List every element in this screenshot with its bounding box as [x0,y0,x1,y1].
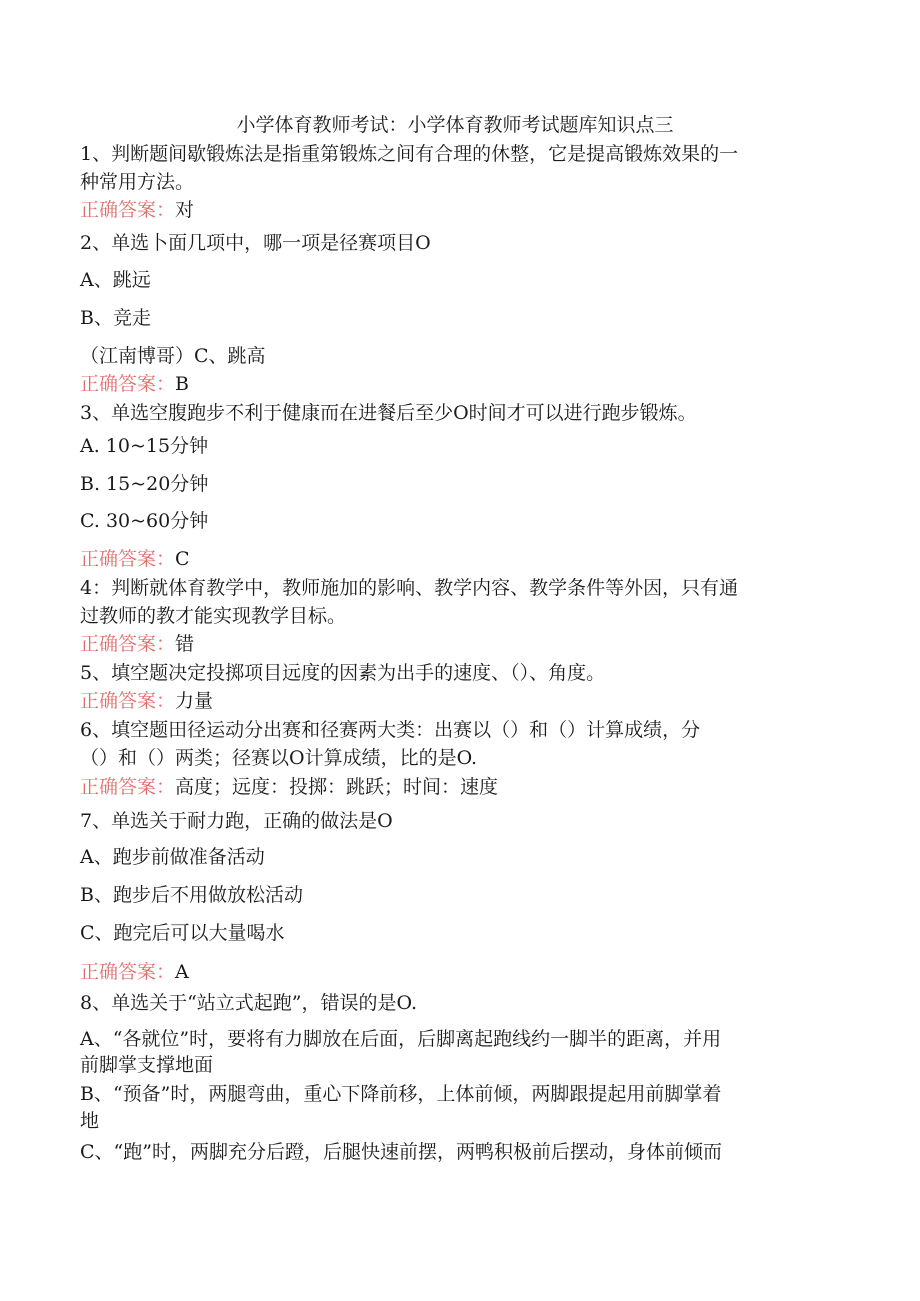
answer-value: 高度；远度：投掷：跳跃；时间：速度 [175,776,499,798]
question-4-line-2: 过教师的教才能实现教学目标。 [80,605,347,627]
question-1-answer [80,197,830,223]
question-6-line-2: （）和（）两类；径赛以O计算成绩，比的是O. [80,747,478,769]
question-6-answer [80,774,830,800]
question-7-option-c: C、跑完后可以大量喝水 [80,922,285,944]
question-1-line-2: 种常用方法。 [80,171,195,193]
answer-label: 正确答案： [80,776,176,798]
question-8-option-a-line-2: 前脚掌支撑地面 [80,1054,214,1076]
question-8-option-a-line-1: A、“各就位”时，要将有力脚放在后面，后脚离起跑线约一脚半的距离，并用 [80,1028,722,1050]
answer-label: 正确答案： [80,961,176,983]
answer-value: A [175,961,189,983]
question-2-option-a: A、跳远 [80,269,151,291]
answer-value: 力量 [175,690,214,712]
question-3-answer [80,546,830,572]
question-7-option-a: A、跑步前做准备活动 [80,846,265,868]
answer-value: 错 [175,633,195,655]
page-title: 小学体育教师考试：小学体育教师考试题库知识点三 [236,114,674,136]
question-5-answer [80,688,830,714]
question-3-option-a: A. 10~15分钟 [80,435,209,457]
question-8-option-b-line-2: 地 [80,1110,100,1132]
answer-label: 正确答案： [80,690,176,712]
question-4-line-1: 4：判断就体育教学中，教师施加的影响、教学内容、教学条件等外因，只有通 [80,577,739,599]
question-2-option-c: （江南博哥）C、跳高 [80,345,266,367]
question-7-answer [80,959,830,985]
answer-label: 正确答案： [80,548,176,570]
answer-label: 正确答案： [80,373,176,395]
question-2-line-1: 2、单选卜面几项中，哪一项是径赛项目O [80,232,431,254]
question-3-option-c: C. 30~60分钟 [80,510,209,532]
question-3-option-b: B. 15~20分钟 [80,473,209,495]
question-8-line-1: 8、单选关于“站立式起跑”，错误的是O. [80,992,418,1014]
question-5-line-1: 5、填空题决定投掷项目远度的因素为出手的速度、（）、角度。 [80,662,606,684]
question-4-answer [80,631,830,657]
answer-value: B [175,373,189,395]
answer-value: 对 [175,199,195,221]
question-8-option-b-line-1: B、“预备”时，两腿弯曲，重心下降前移，上体前倾，两脚跟提起用前脚掌着 [80,1083,722,1105]
answer-value: C [175,548,190,570]
question-7-line-1: 7、单选关于耐力跑，正确的做法是O [80,810,393,832]
question-1-line-1: 1、判断题间歇锻炼法是指重第锻炼之间有合理的休整，它是提高锻炼效果的一 [80,143,739,165]
question-2-answer [80,371,830,397]
question-6-line-1: 6、填空题田径运动分出赛和径赛两大类：出赛以（）和（）计算成绩，分 [80,719,701,741]
answer-label: 正确答案： [80,633,176,655]
question-8-option-c-line-1: C、“跑”时，两脚充分后蹬，后腿快速前摆，两鸭积极前后摆动，身体前倾而 [80,1141,722,1163]
question-7-option-b: B、跑步后不用做放松活动 [80,884,303,906]
answer-label: 正确答案： [80,199,176,221]
question-2-option-b: B、竞走 [80,307,151,329]
question-3-line-1: 3、单选空腹跑步不利于健康而在进餐后至少O时间才可以进行跑步锻炼。 [80,402,697,424]
